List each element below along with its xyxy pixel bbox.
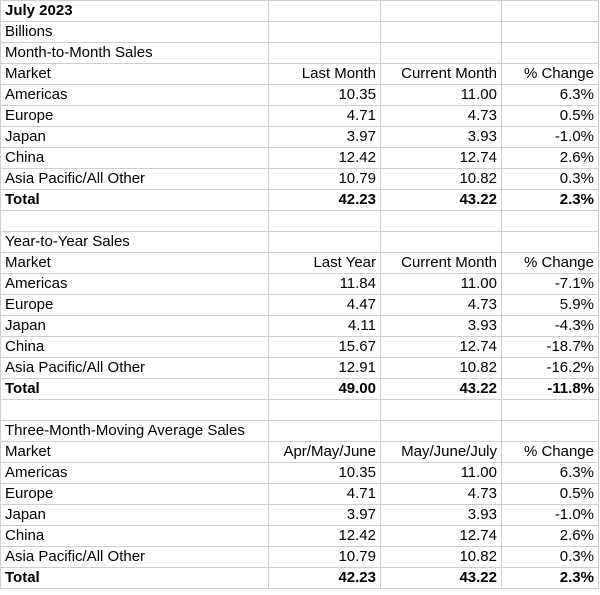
units-row bbox=[1, 22, 599, 43]
value-cell: 4.73 bbox=[381, 106, 502, 127]
section-heading: Three-Month-Moving Average Sales bbox=[1, 421, 269, 442]
market-cell: Americas bbox=[1, 274, 269, 295]
empty-cell bbox=[381, 232, 502, 253]
value-cell: 10.82 bbox=[381, 547, 502, 568]
value-cell: -4.3% bbox=[502, 316, 599, 337]
value-cell: 0.3% bbox=[502, 169, 599, 190]
value-cell: 10.79 bbox=[269, 169, 381, 190]
value-cell: 0.5% bbox=[502, 106, 599, 127]
total-value: 49.00 bbox=[269, 379, 381, 400]
table-row bbox=[1, 148, 599, 169]
table-row bbox=[1, 505, 599, 526]
value-cell: 12.74 bbox=[381, 526, 502, 547]
empty-cell bbox=[269, 211, 381, 232]
table-row bbox=[1, 547, 599, 568]
value-cell: 3.93 bbox=[381, 505, 502, 526]
title-row bbox=[1, 1, 599, 22]
value-cell: 3.97 bbox=[269, 127, 381, 148]
value-cell: -16.2% bbox=[502, 358, 599, 379]
empty-cell bbox=[269, 400, 381, 421]
empty-cell bbox=[502, 22, 599, 43]
table-row bbox=[1, 463, 599, 484]
value-cell: 10.82 bbox=[381, 358, 502, 379]
market-cell: Americas bbox=[1, 463, 269, 484]
empty-cell bbox=[269, 22, 381, 43]
column-header-row bbox=[1, 64, 599, 85]
value-cell: 11.84 bbox=[269, 274, 381, 295]
value-cell: 6.3% bbox=[502, 463, 599, 484]
section-heading-row bbox=[1, 43, 599, 64]
column-header: Last Month bbox=[269, 64, 381, 85]
value-cell: 4.73 bbox=[381, 295, 502, 316]
empty-cell bbox=[269, 421, 381, 442]
total-row bbox=[1, 379, 599, 400]
market-cell: Japan bbox=[1, 316, 269, 337]
market-cell: Asia Pacific/All Other bbox=[1, 547, 269, 568]
total-value: 2.3% bbox=[502, 568, 599, 589]
empty-cell bbox=[502, 43, 599, 64]
column-header: Apr/May/June bbox=[269, 442, 381, 463]
market-cell: Asia Pacific/All Other bbox=[1, 169, 269, 190]
value-cell: 10.79 bbox=[269, 547, 381, 568]
market-cell: Europe bbox=[1, 295, 269, 316]
value-cell: 12.42 bbox=[269, 526, 381, 547]
spacer-row bbox=[1, 400, 599, 421]
table-row bbox=[1, 316, 599, 337]
total-row bbox=[1, 568, 599, 589]
empty-cell bbox=[381, 400, 502, 421]
table-row bbox=[1, 526, 599, 547]
empty-cell bbox=[381, 43, 502, 64]
section-heading: Month-to-Month Sales bbox=[1, 43, 269, 64]
table-row bbox=[1, 85, 599, 106]
table-row bbox=[1, 295, 599, 316]
value-cell: 12.74 bbox=[381, 148, 502, 169]
column-header: Last Year bbox=[269, 253, 381, 274]
column-header: May/June/July bbox=[381, 442, 502, 463]
sales-table-body bbox=[1, 1, 599, 589]
value-cell: 4.11 bbox=[269, 316, 381, 337]
total-label: Total bbox=[1, 568, 269, 589]
empty-cell bbox=[1, 400, 269, 421]
empty-cell bbox=[269, 232, 381, 253]
empty-cell bbox=[381, 211, 502, 232]
column-header: Current Month bbox=[381, 253, 502, 274]
empty-cell bbox=[502, 1, 599, 22]
table-row bbox=[1, 127, 599, 148]
value-cell: 2.6% bbox=[502, 148, 599, 169]
total-label: Total bbox=[1, 379, 269, 400]
value-cell: 4.71 bbox=[269, 484, 381, 505]
column-header: Market bbox=[1, 253, 269, 274]
value-cell: -18.7% bbox=[502, 337, 599, 358]
market-cell: China bbox=[1, 526, 269, 547]
value-cell: 0.5% bbox=[502, 484, 599, 505]
table-row bbox=[1, 484, 599, 505]
section-heading-row bbox=[1, 232, 599, 253]
empty-cell bbox=[502, 232, 599, 253]
table-row bbox=[1, 358, 599, 379]
empty-cell bbox=[502, 400, 599, 421]
total-value: 42.23 bbox=[269, 190, 381, 211]
market-cell: Europe bbox=[1, 484, 269, 505]
market-cell: Japan bbox=[1, 505, 269, 526]
value-cell: 3.93 bbox=[381, 127, 502, 148]
value-cell: 4.71 bbox=[269, 106, 381, 127]
value-cell: 3.93 bbox=[381, 316, 502, 337]
value-cell: 11.00 bbox=[381, 274, 502, 295]
empty-cell bbox=[381, 1, 502, 22]
value-cell: 10.82 bbox=[381, 169, 502, 190]
section-heading-row bbox=[1, 421, 599, 442]
column-header-row bbox=[1, 253, 599, 274]
total-value: 2.3% bbox=[502, 190, 599, 211]
section-heading: Year-to-Year Sales bbox=[1, 232, 269, 253]
value-cell: -1.0% bbox=[502, 505, 599, 526]
column-header: % Change bbox=[502, 64, 599, 85]
report-title: July 2023 bbox=[1, 1, 269, 22]
empty-cell bbox=[502, 211, 599, 232]
spacer-row bbox=[1, 211, 599, 232]
value-cell: -1.0% bbox=[502, 127, 599, 148]
total-value: 43.22 bbox=[381, 379, 502, 400]
table-row bbox=[1, 274, 599, 295]
value-cell: 15.67 bbox=[269, 337, 381, 358]
table-row bbox=[1, 169, 599, 190]
total-value: 43.22 bbox=[381, 568, 502, 589]
table-row bbox=[1, 337, 599, 358]
market-cell: Asia Pacific/All Other bbox=[1, 358, 269, 379]
empty-cell bbox=[381, 22, 502, 43]
value-cell: 12.42 bbox=[269, 148, 381, 169]
column-header: Market bbox=[1, 442, 269, 463]
market-cell: Japan bbox=[1, 127, 269, 148]
total-value: -11.8% bbox=[502, 379, 599, 400]
empty-cell bbox=[502, 421, 599, 442]
value-cell: 5.9% bbox=[502, 295, 599, 316]
column-header: Current Month bbox=[381, 64, 502, 85]
value-cell: 12.74 bbox=[381, 337, 502, 358]
empty-cell bbox=[269, 43, 381, 64]
market-cell: Americas bbox=[1, 85, 269, 106]
units-label: Billions bbox=[1, 22, 269, 43]
empty-cell bbox=[381, 421, 502, 442]
total-row bbox=[1, 190, 599, 211]
value-cell: -7.1% bbox=[502, 274, 599, 295]
column-header: Market bbox=[1, 64, 269, 85]
empty-cell bbox=[1, 211, 269, 232]
value-cell: 10.35 bbox=[269, 463, 381, 484]
value-cell: 2.6% bbox=[502, 526, 599, 547]
value-cell: 0.3% bbox=[502, 547, 599, 568]
total-label: Total bbox=[1, 190, 269, 211]
market-cell: China bbox=[1, 148, 269, 169]
market-cell: Europe bbox=[1, 106, 269, 127]
value-cell: 11.00 bbox=[381, 463, 502, 484]
market-cell: China bbox=[1, 337, 269, 358]
value-cell: 4.73 bbox=[381, 484, 502, 505]
column-header-row bbox=[1, 442, 599, 463]
value-cell: 11.00 bbox=[381, 85, 502, 106]
empty-cell bbox=[269, 1, 381, 22]
value-cell: 10.35 bbox=[269, 85, 381, 106]
column-header: % Change bbox=[502, 253, 599, 274]
total-value: 42.23 bbox=[269, 568, 381, 589]
value-cell: 12.91 bbox=[269, 358, 381, 379]
value-cell: 3.97 bbox=[269, 505, 381, 526]
value-cell: 4.47 bbox=[269, 295, 381, 316]
total-value: 43.22 bbox=[381, 190, 502, 211]
table-row bbox=[1, 106, 599, 127]
column-header: % Change bbox=[502, 442, 599, 463]
value-cell: 6.3% bbox=[502, 85, 599, 106]
